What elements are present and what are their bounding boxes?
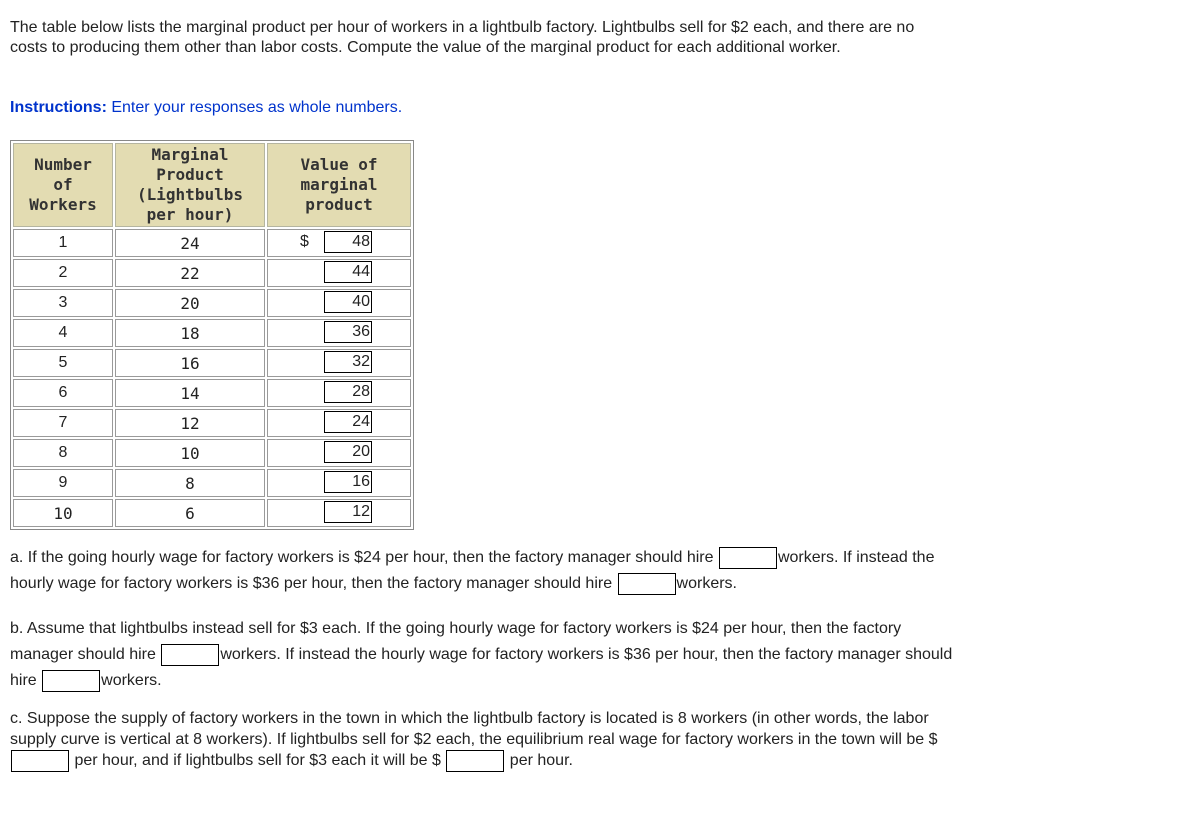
- workers-cell: 1: [13, 229, 113, 257]
- table-row: [13, 469, 411, 497]
- question-b-text-3: workers.: [101, 672, 162, 689]
- vmp-input[interactable]: 16: [324, 471, 372, 493]
- header-value-of-marginal-product: Value of marginal product: [267, 143, 411, 227]
- instructions-text: Enter your responses as whole numbers.: [106, 99, 403, 116]
- question-a-text-1: a. If the going hourly wage for factory workers is $24 per hour, then the factory manager should hire: [10, 549, 714, 566]
- instructions-label: Instructions:: [10, 99, 107, 116]
- vmp-input[interactable]: 40: [324, 291, 372, 313]
- workers-cell: 9: [13, 469, 113, 497]
- vmp-input[interactable]: 36: [324, 321, 372, 343]
- workers-cell: 7: [13, 409, 113, 437]
- question-a-answer-1[interactable]: [719, 547, 777, 569]
- vmp-input[interactable]: 32: [324, 351, 372, 373]
- question-a-text-3: workers.: [676, 575, 737, 592]
- workers-cell: 8: [13, 439, 113, 467]
- marginal-product-cell: 6: [115, 499, 265, 527]
- marginal-product-cell: 20: [115, 289, 265, 317]
- value-of-marginal-product-cell: [267, 319, 411, 347]
- vmp-input[interactable]: 20: [324, 441, 372, 463]
- question-a-text-2: workers. If instead the hourly wage for factory workers is $36 per hour, then the factory manager should hire: [10, 549, 935, 592]
- workers-cell: 3: [13, 289, 113, 317]
- question-b-text-2: workers. If instead the hourly wage for factory workers is $36 per hour, then the factory manager should hire: [10, 646, 953, 689]
- table-row: [13, 379, 411, 407]
- table-row: [13, 349, 411, 377]
- header-marginal-product: Marginal Product (Lightbulbs per hour): [115, 143, 265, 227]
- marginal-product-cell: 14: [115, 379, 265, 407]
- question-b-text-1: b. Assume that lightbulbs instead sell for $3 each. If the going hourly wage for factory workers is $24 per hour, then the factory manager should hire: [10, 620, 902, 663]
- intro-paragraph: The table below lists the marginal product per hour of workers in a lightbulb factory. Lightbulbs sell for $2 each, and there are no costs to producing them other than labor costs. Compute the value of the marginal product for each additional worker.: [10, 19, 915, 56]
- workers-cell: 6: [13, 379, 113, 407]
- marginal-product-cell: 24: [115, 229, 265, 257]
- question-c-text-1: c. Suppose the supply of factory workers in the town in which the lightbulb factory is located is 8 workers (in other words, the labor supply curve is vertical at 8 workers). If lightbulbs sell for $2 each, the equilibrium real wage for factory workers in the town will be $: [10, 710, 938, 748]
- vmp-input[interactable]: 44: [324, 261, 372, 283]
- vmp-input[interactable]: 48: [324, 231, 372, 253]
- instructions: [10, 98, 402, 118]
- value-of-marginal-product-cell: [267, 289, 411, 317]
- marginal-product-table: [10, 140, 414, 530]
- table-row: [13, 439, 411, 467]
- marginal-product-cell: 18: [115, 319, 265, 347]
- value-of-marginal-product-cell: [267, 229, 411, 257]
- value-of-marginal-product-cell: [267, 469, 411, 497]
- value-of-marginal-product-cell: [267, 499, 411, 527]
- question-a-answer-2[interactable]: [618, 573, 676, 595]
- marginal-product-cell: 16: [115, 349, 265, 377]
- question-b: [10, 616, 955, 694]
- value-of-marginal-product-cell: [267, 439, 411, 467]
- marginal-product-cell: 10: [115, 439, 265, 467]
- table-row: [13, 499, 411, 527]
- table-body: [13, 229, 411, 527]
- vmp-input[interactable]: 24: [324, 411, 372, 433]
- dollar-sign: $: [300, 233, 309, 250]
- workers-cell: 4: [13, 319, 113, 347]
- workers-cell: 10: [13, 499, 113, 527]
- workers-cell: 5: [13, 349, 113, 377]
- marginal-product-cell: 8: [115, 469, 265, 497]
- vmp-input[interactable]: 12: [324, 501, 372, 523]
- question-c: [10, 708, 955, 772]
- table-row: [13, 229, 411, 257]
- value-of-marginal-product-cell: [267, 379, 411, 407]
- table-row: [13, 319, 411, 347]
- workers-cell: 2: [13, 259, 113, 287]
- question-b-answer-2[interactable]: [42, 670, 100, 692]
- question-c-text-3: per hour.: [509, 752, 573, 770]
- vmp-input[interactable]: 28: [324, 381, 372, 403]
- value-of-marginal-product-cell: [267, 409, 411, 437]
- question-c-answer-2[interactable]: [446, 750, 504, 772]
- table-row: [13, 289, 411, 317]
- value-of-marginal-product-cell: [267, 349, 411, 377]
- question-c-answer-1[interactable]: [11, 750, 69, 772]
- question-c-text-2: per hour, and if lightbulbs sell for $3 each it will be $: [74, 752, 441, 770]
- value-of-marginal-product-cell: [267, 259, 411, 287]
- marginal-product-cell: 12: [115, 409, 265, 437]
- marginal-product-cell: 22: [115, 259, 265, 287]
- table-row: [13, 409, 411, 437]
- question-a: [10, 545, 955, 597]
- header-number-of-workers: Number of Workers: [13, 143, 113, 227]
- table-row: [13, 259, 411, 287]
- question-b-answer-1[interactable]: [161, 644, 219, 666]
